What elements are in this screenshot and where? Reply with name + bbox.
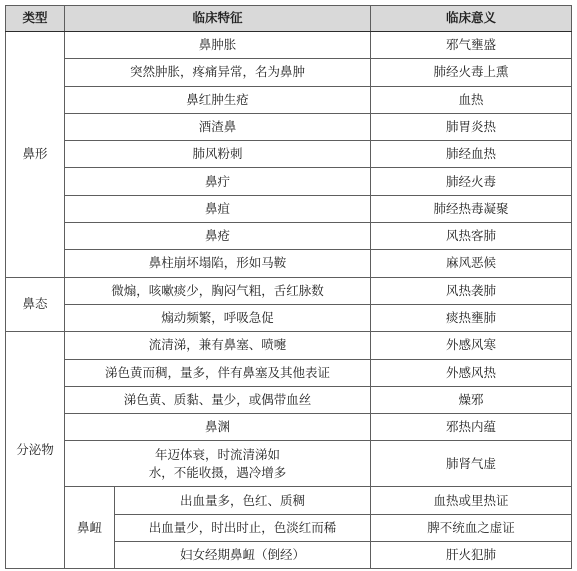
subgroup-cell-epistaxis: 鼻衄 <box>65 487 115 569</box>
table-row <box>6 195 572 222</box>
feature-cell: 鼻疮 <box>65 223 371 250</box>
feature-cell: 涕色黄而稠，量多，伴有鼻塞及其他表证 <box>65 359 371 386</box>
type-cell-secretion: 分泌物 <box>6 332 65 569</box>
meaning-cell: 肺经热毒凝聚 <box>371 195 572 222</box>
feature-cell: 鼻肿胀 <box>65 32 371 59</box>
feature-cell: 鼻疽 <box>65 195 371 222</box>
type-cell-nose-state: 鼻态 <box>6 277 65 332</box>
table-row <box>6 250 572 277</box>
meaning-cell: 痰热壅肺 <box>371 304 572 331</box>
feature-cell: 微煽，咳嗽痰少，胸闷气粗，舌红脉数 <box>65 277 371 304</box>
meaning-cell: 肺经火毒上熏 <box>371 59 572 86</box>
table-row <box>6 32 572 59</box>
table-row <box>6 141 572 168</box>
table-row <box>6 223 572 250</box>
feature-cell: 肺风粉刺 <box>65 141 371 168</box>
meaning-cell: 肺经血热 <box>371 141 572 168</box>
feature-cell: 煽动频繁，呼吸急促 <box>65 304 371 331</box>
feature-cell: 鼻疔 <box>65 168 371 195</box>
meaning-cell: 外感风热 <box>371 359 572 386</box>
table-row <box>6 414 572 441</box>
feature-cell: 鼻渊 <box>65 414 371 441</box>
feature-cell: 流清涕，兼有鼻塞、喷嚏 <box>65 332 371 359</box>
table-row <box>6 304 572 331</box>
meaning-cell: 风热客肺 <box>371 223 572 250</box>
table-row <box>6 386 572 413</box>
table-row <box>6 59 572 86</box>
meaning-cell: 肺经火毒 <box>371 168 572 195</box>
header-meaning: 临床意义 <box>371 6 572 32</box>
feature-cell: 鼻柱崩坏塌陷，形如马鞍 <box>65 250 371 277</box>
header-feature: 临床特征 <box>65 6 371 32</box>
nasal-diagnosis-table <box>5 5 572 569</box>
meaning-cell: 血热 <box>371 86 572 113</box>
meaning-cell: 风热袭肺 <box>371 277 572 304</box>
table-row <box>6 168 572 195</box>
header-type: 类型 <box>6 6 65 32</box>
meaning-cell: 邪热内蕴 <box>371 414 572 441</box>
meaning-cell: 肝火犯肺 <box>371 542 572 569</box>
table-row <box>6 86 572 113</box>
table-row <box>6 277 572 304</box>
feature-cell: 酒渣鼻 <box>65 113 371 140</box>
meaning-cell: 血热或里热证 <box>371 487 572 514</box>
meaning-cell: 外感风寒 <box>371 332 572 359</box>
table-row <box>6 359 572 386</box>
table-row <box>6 441 572 487</box>
meaning-cell: 燥邪 <box>371 386 572 413</box>
feature-cell: 出血量多，色红、质稠 <box>115 487 371 514</box>
type-cell-nose-shape: 鼻形 <box>6 32 65 278</box>
feature-cell: 鼻红肿生疮 <box>65 86 371 113</box>
table-row <box>6 113 572 140</box>
meaning-cell: 麻风恶候 <box>371 250 572 277</box>
table-row <box>6 487 572 514</box>
meaning-cell: 脾不统血之虚证 <box>371 514 572 541</box>
feature-cell: 涕色黄、质黏、量少，或偶带血丝 <box>65 386 371 413</box>
feature-cell: 出血量少，时出时止，色淡红而稀 <box>115 514 371 541</box>
meaning-cell: 肺胃炎热 <box>371 113 572 140</box>
table-row <box>6 332 572 359</box>
feature-cell: 妇女经期鼻衄（倒经） <box>115 542 371 569</box>
feature-cell: 突然肿胀，疼痛异常，名为鼻肿 <box>65 59 371 86</box>
meaning-cell: 邪气壅盛 <box>371 32 572 59</box>
header-row <box>6 6 572 32</box>
meaning-cell: 肺肾气虚 <box>371 441 572 487</box>
feature-cell: 年迈体衰，时流清涕如 水，不能收摄，遇冷增多 <box>65 441 371 487</box>
